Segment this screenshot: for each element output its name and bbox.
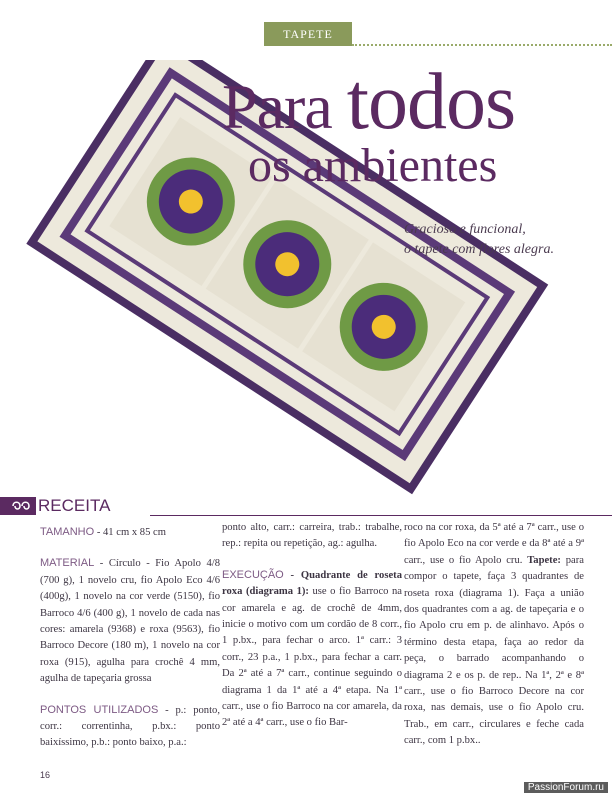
execucao-paragraph — [222, 567, 402, 732]
col3-paragraph — [404, 520, 584, 750]
section-tag: TAPETE — [264, 22, 352, 46]
execucao-head: EXECUÇÃO — [222, 568, 284, 581]
dotted-divider — [352, 44, 612, 46]
subtitle-line1: Gracioso e funcional, — [404, 222, 526, 237]
column-1 — [40, 524, 220, 766]
tamanho-head: TAMANHO — [40, 526, 95, 538]
material-head: MATERIAL — [40, 557, 95, 570]
column-2 — [222, 520, 402, 746]
intro-paragraph: ponto alto, carr.: carreira, trab.: trabalhe, rep.: repita ou repetição, ag.: agulha. — [222, 522, 402, 550]
title-word-todos: todos — [346, 58, 516, 146]
page-title-line2: os ambientes — [248, 139, 498, 192]
title-word-para: Para — [222, 71, 332, 142]
pontos-paragraph — [40, 702, 220, 752]
page-number: 16 — [40, 770, 51, 780]
subtitle — [404, 220, 604, 260]
execucao-bold: - Quadrante de roseta roxa (diagrama 1): — [222, 569, 402, 598]
receita-rule — [150, 515, 612, 516]
receita-heading: RECEITA — [38, 496, 111, 515]
material-paragraph — [40, 555, 220, 687]
execucao-text: use o fio Barroco na cor amarela e ag. de crochê de 4mm, inicie o motivo com um cordão de 8 corr., 1 p.bx., para fechar o arco. 1ª carr.: 3 corr., 23 p.a., 1 p.bx., para fechar a carr. Da 2ª até a 7ª carr., continue seguindo o diagrama 1 da 1ª até a 4ª etapa. Na 1ª carr., use o fio Barroco na cor amarela, da 2ª até a 4ª carr., use o fio Bar- — [222, 586, 402, 729]
tapete-bold: Tapete: — [527, 554, 561, 566]
col3-text1: roco na cor roxa, da 5ª até a 7ª carr., use o fio Apolo Eco na cor verde e da 8ª até a 9ª carr., use o fio Apolo cru. — [404, 522, 584, 566]
subtitle-line2: o tapete com flores alegra. — [404, 242, 554, 257]
tamanho-text: - 41 cm x 85 cm — [94, 527, 166, 538]
spiral-ornament-icon — [10, 499, 32, 513]
receita-ornament-bar — [0, 497, 36, 515]
material-text: - Círculo - Fio Apolo 4/8 (700 g), 1 novelo cru, fio Apolo Eco 4/6 (400g), 1 novelo na cor verde (5150), fio Barroco 4/6 (400 g), 1 novelo de cada nas cores: amarela (9368) e roxa (9563), fio Barroco Decore (180 m), 1 novelo na cor roxa (915), agulha para crochê 4 mm, agulha de tapeçaria grossa — [40, 558, 220, 685]
column-3 — [404, 520, 584, 750]
col3-text2: para compor o tapete, faça 3 quadrantes de roseta roxa (diagrama 1). Faça a união dos quadrantes com a ag. de tapeçaria e o fio Apolo cru em p. de alinhavo. Após o término desta etapa, faça ao redor da peça, o barrado acompanhando o diagrama 2 e os p. de rep.. Na 1ª, 2ª e 8ª carr., use o fio Barroco Decore na cor roxa, nas demais, use o fio Apolo cru. Trab., em carr., circulares e feche cada carr., com 1 p.bx.. — [404, 554, 584, 747]
page-title-line1 — [222, 58, 516, 146]
watermark: PassionForum.ru — [524, 782, 608, 793]
tamanho-paragraph — [40, 524, 220, 541]
pontos-head: PONTOS UTILIZADOS — [40, 703, 159, 716]
pontos-text: - p.: ponto, corr.: correntinha, p.bx.: ponto baixíssimo, p.b.: ponto baixo, p.a.: — [40, 704, 220, 749]
